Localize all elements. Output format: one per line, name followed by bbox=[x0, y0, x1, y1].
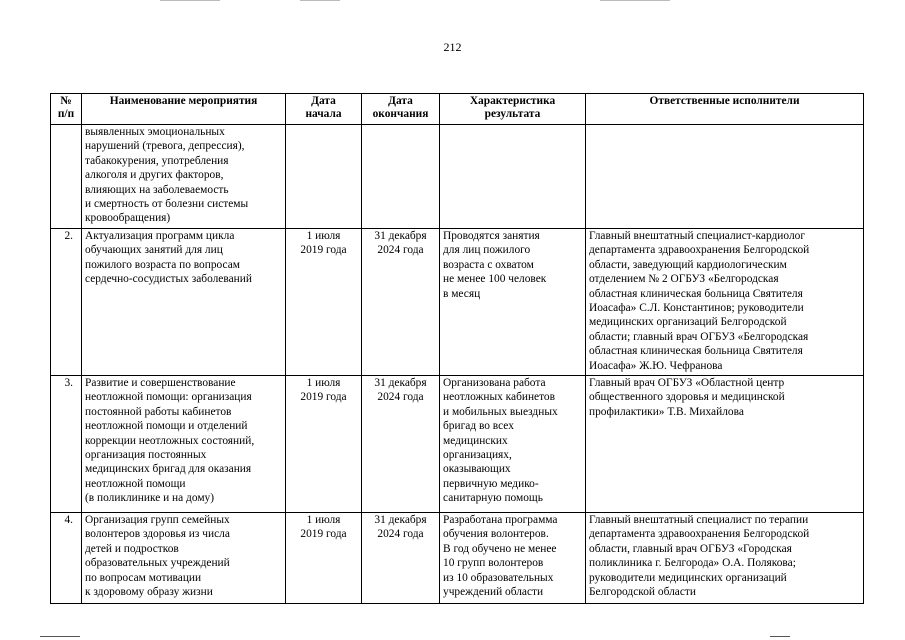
table-row bbox=[51, 513, 864, 604]
top-edge-rule bbox=[600, 0, 670, 1]
row-start-date: 1 июля 2019 года bbox=[286, 229, 362, 376]
row-number: 4. bbox=[51, 513, 82, 604]
row-event-name: выявленных эмоциональных нарушений (тревога, депрессия), табакокурения, употребления алкоголя и других факторов, влияющих на заболеваемость и смертность от болезни системы кровообращения) bbox=[82, 125, 286, 229]
row-responsible: Главный внештатный специалист-кардиолог департамента здравоохранения Белгородской области, заведующий кардиологическим отделением № 2 ОГБУЗ «Белгородская областная клиническая больница Святителя Иоасафа» С.Л. Константинов; руководители медицинских организаций Белгородской области; главный врач ОГБУЗ «Белгородская областная клиническая больница Святителя Иоасафа» Ж.Ю. Чефранова bbox=[586, 229, 864, 376]
row-start-date: 1 июля 2019 года bbox=[286, 513, 362, 604]
top-edge-rule bbox=[300, 0, 340, 1]
row-start-date bbox=[286, 125, 362, 229]
row-end-date bbox=[362, 125, 440, 229]
row-number bbox=[51, 125, 82, 229]
row-event-name: Развитие и совершенствование неотложной помощи: организация постоянной работы кабинетов неотложной помощи и отделений коррекции неотложных состояний, организация постоянных медицинских бригад для оказания неотложной помощи (в поликлинике и на дому) bbox=[82, 376, 286, 513]
table-row bbox=[51, 229, 864, 376]
table-row bbox=[51, 125, 864, 229]
header-responsible: Ответственные исполнители bbox=[586, 94, 864, 125]
row-number: 2. bbox=[51, 229, 82, 376]
row-responsible: Главный внештатный специалист по терапии департамента здравоохранения Белгородской области, главный врач ОГБУЗ «Городская поликлиника г. Белгорода» О.А. Полякова; руководители медицинских организаций Белгородской области bbox=[586, 513, 864, 604]
row-result: Организована работа неотложных кабинетов и мобильных выездных бригад во всех медицинских организациях, оказывающих первичную медико- санитарную помощь bbox=[440, 376, 586, 513]
row-end-date: 31 декабря 2024 года bbox=[362, 376, 440, 513]
bottom-edge-rule bbox=[40, 636, 80, 637]
row-end-date: 31 декабря 2024 года bbox=[362, 513, 440, 604]
row-result: Проводятся занятия для лиц пожилого возраста с охватом не менее 100 человек в месяц bbox=[440, 229, 586, 376]
bottom-edge-rule bbox=[770, 636, 790, 637]
page-number: 212 bbox=[443, 40, 462, 54]
table-row bbox=[51, 376, 864, 513]
row-event-name: Актуализация программ цикла обучающих занятий для лиц пожилого возраста по вопросам сердечно-сосудистых заболеваний bbox=[82, 229, 286, 376]
events-table bbox=[50, 93, 864, 604]
table-header-row bbox=[51, 94, 864, 125]
header-result: Характеристика результата bbox=[440, 94, 586, 125]
row-end-date: 31 декабря 2024 года bbox=[362, 229, 440, 376]
row-result bbox=[440, 125, 586, 229]
row-responsible bbox=[586, 125, 864, 229]
top-edge-rule bbox=[160, 0, 220, 1]
row-result: Разработана программа обучения волонтеров. В год обучено не менее 10 групп волонтеров из 10 образовательных учреждений области bbox=[440, 513, 586, 604]
header-number: № п/п bbox=[51, 94, 82, 125]
header-end-date: Дата окончания bbox=[362, 94, 440, 125]
header-event-name: Наименование мероприятия bbox=[82, 94, 286, 125]
row-responsible: Главный врач ОГБУЗ «Областной центр общественного здоровья и медицинской профилактики» Т.В. Михайлова bbox=[586, 376, 864, 513]
header-start-date: Дата начала bbox=[286, 94, 362, 125]
row-start-date: 1 июля 2019 года bbox=[286, 376, 362, 513]
row-event-name: Организация групп семейных волонтеров здоровья из числа детей и подростков образовательных учреждений по вопросам мотивации к здоровому образу жизни bbox=[82, 513, 286, 604]
row-number: 3. bbox=[51, 376, 82, 513]
